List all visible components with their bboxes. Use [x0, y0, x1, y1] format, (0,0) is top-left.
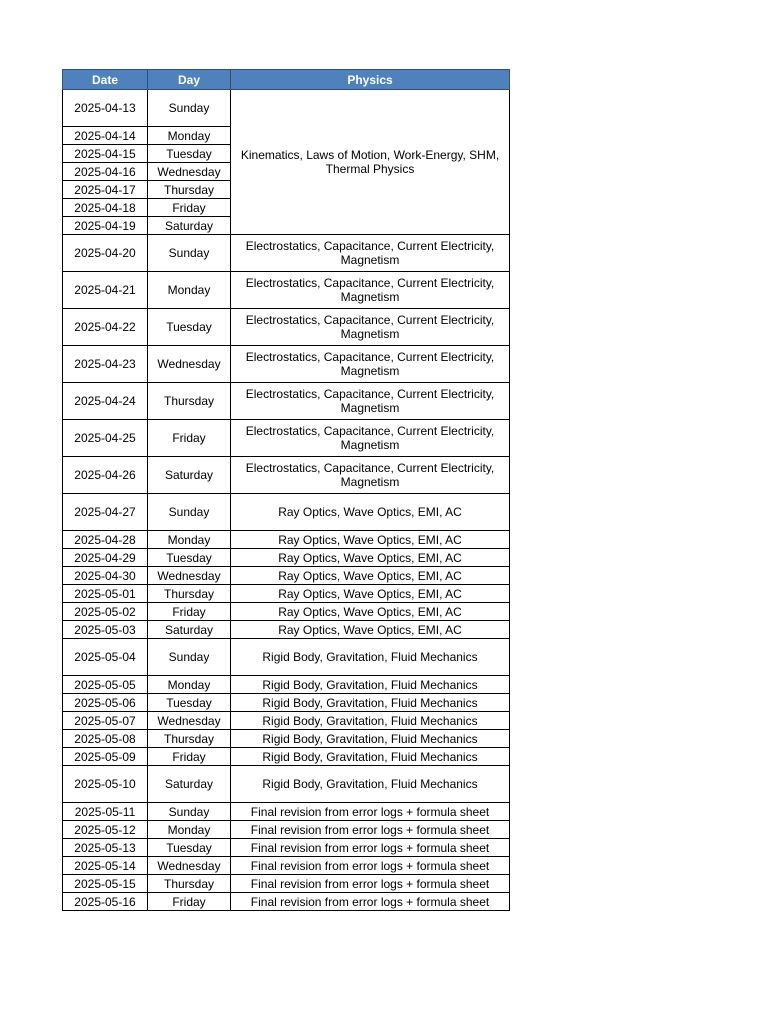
date-cell[interactable]: 2025-04-28	[63, 531, 148, 549]
date-cell[interactable]: 2025-05-09	[63, 748, 148, 766]
table-row	[63, 457, 510, 494]
physics-cell[interactable]: Ray Optics, Wave Optics, EMI, AC	[231, 567, 510, 585]
day-cell[interactable]: Friday	[148, 420, 231, 457]
day-cell[interactable]: Thursday	[148, 875, 231, 893]
date-cell[interactable]: 2025-05-16	[63, 893, 148, 911]
day-cell[interactable]: Wednesday	[148, 712, 231, 730]
date-cell[interactable]: 2025-05-08	[63, 730, 148, 748]
table-row	[63, 621, 510, 639]
table-body	[63, 90, 510, 911]
day-cell[interactable]: Sunday	[148, 494, 231, 531]
date-cell[interactable]: 2025-04-30	[63, 567, 148, 585]
physics-cell[interactable]: Rigid Body, Gravitation, Fluid Mechanics	[231, 694, 510, 712]
date-cell[interactable]: 2025-04-23	[63, 346, 148, 383]
date-cell[interactable]: 2025-05-12	[63, 821, 148, 839]
physics-cell[interactable]: Final revision from error logs + formula sheet	[231, 803, 510, 821]
day-cell[interactable]: Monday	[148, 531, 231, 549]
day-cell[interactable]: Monday	[148, 272, 231, 309]
date-cell[interactable]: 2025-05-10	[63, 766, 148, 803]
table-row	[63, 875, 510, 893]
physics-cell[interactable]: Final revision from error logs + formula sheet	[231, 821, 510, 839]
day-cell[interactable]: Thursday	[148, 730, 231, 748]
physics-cell-merged[interactable]: Kinematics, Laws of Motion, Work-Energy, SHM, Thermal Physics	[231, 90, 510, 235]
date-cell[interactable]: 2025-04-14	[63, 127, 148, 145]
day-cell[interactable]: Monday	[148, 676, 231, 694]
table-row	[63, 893, 510, 911]
date-cell[interactable]: 2025-05-11	[63, 803, 148, 821]
physics-cell[interactable]: Rigid Body, Gravitation, Fluid Mechanics	[231, 676, 510, 694]
table-row	[63, 235, 510, 272]
date-cell[interactable]: 2025-04-21	[63, 272, 148, 309]
date-cell[interactable]: 2025-04-13	[63, 90, 148, 127]
date-cell[interactable]: 2025-05-02	[63, 603, 148, 621]
date-cell[interactable]: 2025-04-15	[63, 145, 148, 163]
day-cell[interactable]: Monday	[148, 821, 231, 839]
table-row	[63, 272, 510, 309]
date-cell[interactable]: 2025-04-20	[63, 235, 148, 272]
day-cell[interactable]: Friday	[148, 603, 231, 621]
date-cell[interactable]: 2025-04-22	[63, 309, 148, 346]
physics-cell[interactable]: Electrostatics, Capacitance, Current Electricity, Magnetism	[231, 346, 510, 383]
date-cell[interactable]: 2025-04-16	[63, 163, 148, 181]
day-cell[interactable]: Thursday	[148, 585, 231, 603]
date-cell[interactable]: 2025-05-05	[63, 676, 148, 694]
day-cell[interactable]: Thursday	[148, 383, 231, 420]
date-cell[interactable]: 2025-05-14	[63, 857, 148, 875]
physics-cell[interactable]: Ray Optics, Wave Optics, EMI, AC	[231, 494, 510, 531]
physics-cell[interactable]: Rigid Body, Gravitation, Fluid Mechanics	[231, 766, 510, 803]
day-cell[interactable]: Wednesday	[148, 567, 231, 585]
physics-cell[interactable]: Electrostatics, Capacitance, Current Electricity, Magnetism	[231, 457, 510, 494]
table-row	[63, 639, 510, 676]
day-cell[interactable]: Tuesday	[148, 839, 231, 857]
physics-cell[interactable]: Electrostatics, Capacitance, Current Electricity, Magnetism	[231, 383, 510, 420]
physics-cell[interactable]: Final revision from error logs + formula sheet	[231, 857, 510, 875]
physics-cell[interactable]: Ray Optics, Wave Optics, EMI, AC	[231, 531, 510, 549]
day-cell[interactable]: Thursday	[148, 181, 231, 199]
date-cell[interactable]: 2025-05-06	[63, 694, 148, 712]
study-schedule-table	[62, 69, 510, 911]
date-cell[interactable]: 2025-04-18	[63, 199, 148, 217]
day-cell[interactable]: Wednesday	[148, 857, 231, 875]
physics-cell[interactable]: Rigid Body, Gravitation, Fluid Mechanics	[231, 712, 510, 730]
physics-cell[interactable]: Final revision from error logs + formula sheet	[231, 839, 510, 857]
table-row	[63, 821, 510, 839]
physics-cell[interactable]: Rigid Body, Gravitation, Fluid Mechanics	[231, 639, 510, 676]
day-cell[interactable]: Wednesday	[148, 163, 231, 181]
physics-cell[interactable]: Final revision from error logs + formula sheet	[231, 893, 510, 911]
table-row	[63, 585, 510, 603]
date-cell[interactable]: 2025-05-03	[63, 621, 148, 639]
date-cell[interactable]: 2025-05-04	[63, 639, 148, 676]
day-cell[interactable]: Friday	[148, 893, 231, 911]
table-row	[63, 494, 510, 531]
physics-cell[interactable]: Ray Optics, Wave Optics, EMI, AC	[231, 621, 510, 639]
physics-cell[interactable]: Electrostatics, Capacitance, Current Electricity, Magnetism	[231, 235, 510, 272]
table-row	[63, 420, 510, 457]
header-day[interactable]: Day	[148, 70, 231, 90]
table-row	[63, 346, 510, 383]
day-cell[interactable]: Saturday	[148, 217, 231, 235]
table-row	[63, 766, 510, 803]
header-date[interactable]: Date	[63, 70, 148, 90]
table-row	[63, 567, 510, 585]
physics-cell[interactable]: Ray Optics, Wave Optics, EMI, AC	[231, 549, 510, 567]
table-row	[63, 730, 510, 748]
table-row	[63, 549, 510, 567]
table-row	[63, 857, 510, 875]
day-cell[interactable]: Saturday	[148, 621, 231, 639]
day-cell[interactable]: Friday	[148, 748, 231, 766]
date-cell[interactable]: 2025-04-26	[63, 457, 148, 494]
day-cell[interactable]: Wednesday	[148, 346, 231, 383]
date-cell[interactable]: 2025-04-27	[63, 494, 148, 531]
date-cell[interactable]: 2025-04-17	[63, 181, 148, 199]
date-cell[interactable]: 2025-04-24	[63, 383, 148, 420]
table-row	[63, 309, 510, 346]
date-cell[interactable]: 2025-05-13	[63, 839, 148, 857]
day-cell[interactable]: Sunday	[148, 235, 231, 272]
physics-cell[interactable]: Electrostatics, Capacitance, Current Electricity, Magnetism	[231, 420, 510, 457]
table-row	[63, 803, 510, 821]
day-cell[interactable]: Sunday	[148, 803, 231, 821]
day-cell[interactable]: Tuesday	[148, 549, 231, 567]
day-cell[interactable]: Monday	[148, 127, 231, 145]
physics-cell[interactable]: Ray Optics, Wave Optics, EMI, AC	[231, 585, 510, 603]
table-row	[63, 676, 510, 694]
table-row	[63, 531, 510, 549]
date-cell[interactable]: 2025-05-01	[63, 585, 148, 603]
day-cell[interactable]: Friday	[148, 199, 231, 217]
day-cell[interactable]: Tuesday	[148, 145, 231, 163]
physics-cell[interactable]: Rigid Body, Gravitation, Fluid Mechanics	[231, 748, 510, 766]
day-cell[interactable]: Sunday	[148, 639, 231, 676]
date-cell[interactable]: 2025-05-07	[63, 712, 148, 730]
date-cell[interactable]: 2025-05-15	[63, 875, 148, 893]
table-row	[63, 90, 510, 127]
physics-cell[interactable]: Electrostatics, Capacitance, Current Electricity, Magnetism	[231, 309, 510, 346]
physics-cell[interactable]: Rigid Body, Gravitation, Fluid Mechanics	[231, 730, 510, 748]
day-cell[interactable]: Sunday	[148, 90, 231, 127]
physics-cell[interactable]: Electrostatics, Capacitance, Current Electricity, Magnetism	[231, 272, 510, 309]
date-cell[interactable]: 2025-04-29	[63, 549, 148, 567]
day-cell[interactable]: Tuesday	[148, 694, 231, 712]
table-row	[63, 694, 510, 712]
day-cell[interactable]: Saturday	[148, 766, 231, 803]
table-row	[63, 603, 510, 621]
day-cell[interactable]: Saturday	[148, 457, 231, 494]
table-row	[63, 748, 510, 766]
physics-cell[interactable]: Final revision from error logs + formula sheet	[231, 875, 510, 893]
header-physics[interactable]: Physics	[231, 70, 510, 90]
table-row	[63, 839, 510, 857]
day-cell[interactable]: Tuesday	[148, 309, 231, 346]
table-row	[63, 712, 510, 730]
header-row	[63, 70, 510, 90]
table-row	[63, 383, 510, 420]
physics-cell[interactable]: Ray Optics, Wave Optics, EMI, AC	[231, 603, 510, 621]
date-cell[interactable]: 2025-04-25	[63, 420, 148, 457]
date-cell[interactable]: 2025-04-19	[63, 217, 148, 235]
